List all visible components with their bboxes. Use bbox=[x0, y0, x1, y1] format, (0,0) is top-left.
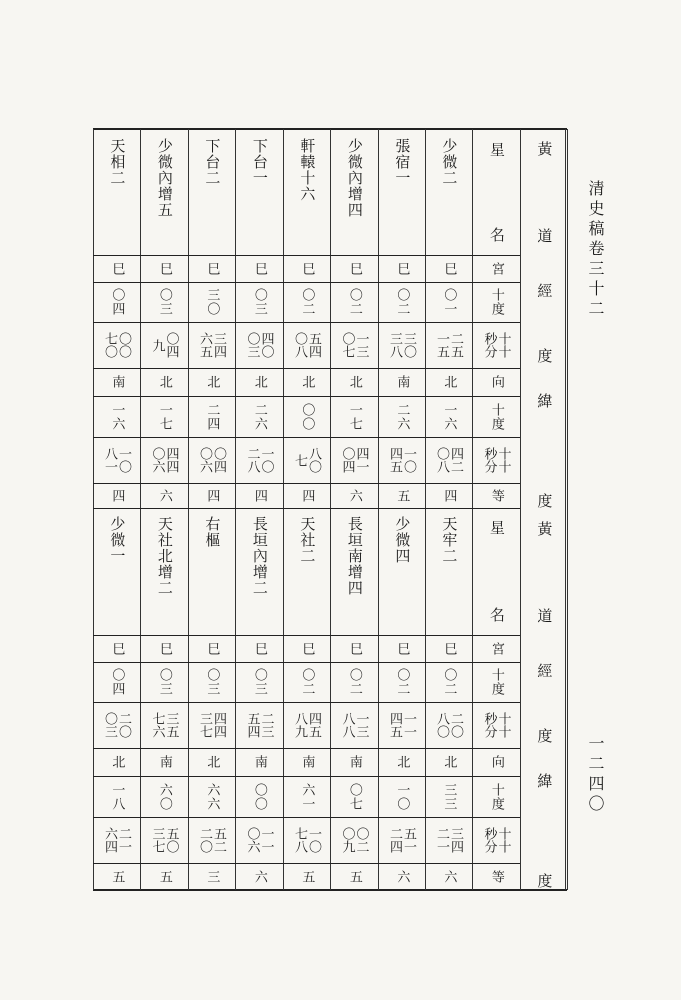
bottom-header-label: 緯 bbox=[535, 773, 554, 789]
top-mag-cell: 五 bbox=[394, 488, 410, 503]
bottom-dir-cell: 北 bbox=[204, 755, 220, 769]
bottom-name-cell: 天牢二 bbox=[440, 516, 459, 564]
bottom-latmin-cell: 〇二 〇九 bbox=[339, 827, 369, 853]
bottom-deg-cell: 〇二 bbox=[394, 668, 410, 696]
bottom-min-cell: 一一 四五 bbox=[387, 712, 416, 738]
bottom-palace-cell: 巳 bbox=[394, 641, 410, 656]
top-header-label: 度 bbox=[535, 493, 554, 509]
top-field-name: 名 bbox=[487, 227, 506, 243]
bottom-dir-cell: 南 bbox=[156, 755, 172, 769]
top-mag-cell: 六 bbox=[156, 488, 172, 503]
bottom-lat-cell: 六〇 bbox=[156, 782, 172, 811]
bottom-field-palace: 宮 bbox=[488, 641, 504, 656]
page-number: 一二四〇 bbox=[586, 735, 605, 815]
top-latmin-cell: 四二 〇八 bbox=[434, 447, 463, 473]
bottom-palace-cell: 巳 bbox=[109, 641, 125, 656]
bottom-palace-cell: 巳 bbox=[251, 641, 267, 656]
bottom-latmin-cell: 五一 二四 bbox=[387, 827, 416, 853]
bottom-palace-cell: 巳 bbox=[299, 641, 315, 656]
top-palace-cell: 巳 bbox=[394, 261, 410, 276]
bottom-latmin-cell: 一一 〇六 bbox=[244, 827, 274, 853]
top-name-cell: 少微內增四 bbox=[345, 138, 364, 218]
bottom-latmin-cell: 三四 二一 bbox=[434, 827, 463, 853]
bottom-mag-cell: 五 bbox=[109, 869, 125, 884]
top-palace-cell: 巳 bbox=[204, 261, 220, 276]
top-name-cell: 少微內增五 bbox=[155, 138, 174, 218]
top-min-cell: 三〇 三八 bbox=[387, 332, 416, 358]
bottom-name-cell: 天社北增二 bbox=[155, 516, 174, 596]
bottom-name-cell: 少微一 bbox=[108, 516, 127, 564]
bottom-dir-cell: 南 bbox=[346, 755, 362, 769]
top-name-cell: 下台二 bbox=[203, 138, 222, 186]
bottom-mag-cell: 六 bbox=[251, 869, 267, 884]
bottom-field-lat: 十度 bbox=[488, 782, 504, 811]
bottom-deg-cell: 〇二 bbox=[346, 668, 362, 696]
top-header-label: 黃 bbox=[535, 141, 554, 157]
top-mag-cell: 四 bbox=[204, 488, 220, 503]
top-palace-cell: 巳 bbox=[346, 261, 362, 276]
top-name-cell: 天相二 bbox=[108, 138, 127, 186]
bottom-latmin-cell: 二一 六四 bbox=[102, 827, 131, 853]
bottom-name-cell: 天社二 bbox=[298, 516, 317, 564]
bottom-min-cell: 二三 五四 bbox=[244, 712, 274, 738]
bottom-field-latmin: 十十 秒分 bbox=[481, 827, 511, 853]
top-lat-cell: 一六 bbox=[109, 402, 125, 431]
top-min-cell: 四〇 〇三 bbox=[244, 332, 274, 358]
top-lat-cell: 二六 bbox=[251, 402, 267, 431]
bottom-palace-cell: 巳 bbox=[204, 641, 220, 656]
top-deg-cell: 〇四 bbox=[109, 288, 125, 316]
top-deg-cell: 〇二 bbox=[346, 288, 362, 316]
bottom-deg-cell: 〇三 bbox=[251, 668, 267, 696]
top-dir-cell: 北 bbox=[204, 375, 220, 389]
bottom-dir-cell: 南 bbox=[251, 755, 267, 769]
top-deg-cell: 三〇 bbox=[204, 288, 220, 316]
top-mag-cell: 四 bbox=[299, 488, 315, 503]
top-min-cell: 三四 六五 bbox=[197, 332, 226, 358]
top-name-cell: 下台一 bbox=[250, 138, 269, 186]
top-field-star: 星 bbox=[487, 142, 506, 158]
bottom-dir-cell: 北 bbox=[441, 755, 457, 769]
top-lat-cell: 二四 bbox=[204, 402, 220, 431]
running-header: 清史稿卷三十二 bbox=[586, 180, 605, 320]
bottom-field-name: 名 bbox=[487, 607, 506, 623]
bottom-mag-cell: 六 bbox=[394, 869, 410, 884]
bottom-min-cell: 一三 八八 bbox=[339, 712, 369, 738]
top-field-palace: 宮 bbox=[488, 261, 504, 276]
top-palace-cell: 巳 bbox=[441, 261, 457, 276]
top-lat-cell: 一七 bbox=[346, 402, 362, 431]
top-dir-cell: 北 bbox=[346, 375, 362, 389]
top-palace-cell: 巳 bbox=[109, 261, 125, 276]
top-dir-cell: 北 bbox=[441, 375, 457, 389]
top-dir-cell: 北 bbox=[251, 375, 267, 389]
top-palace-cell: 巳 bbox=[156, 261, 172, 276]
bottom-lat-cell: 一八 bbox=[109, 782, 125, 811]
top-name-cell: 張宿一 bbox=[393, 138, 412, 186]
top-deg-cell: 〇一 bbox=[441, 288, 457, 316]
bottom-header-label: 黃 bbox=[535, 521, 554, 537]
top-latmin-cell: 八〇 七 bbox=[292, 447, 321, 473]
bottom-latmin-cell: 五二 二〇 bbox=[197, 827, 226, 853]
bottom-deg-cell: 〇三 bbox=[204, 668, 220, 696]
top-latmin-cell: 一〇 四五 bbox=[387, 447, 416, 473]
top-lat-cell: 一七 bbox=[156, 402, 172, 431]
top-lat-cell: 一六 bbox=[441, 402, 457, 431]
bottom-deg-cell: 〇二 bbox=[441, 668, 457, 696]
top-latmin-cell: 一〇 二八 bbox=[244, 447, 274, 473]
bottom-deg-cell: 〇三 bbox=[156, 668, 172, 696]
top-palace-cell: 巳 bbox=[251, 261, 267, 276]
bottom-palace-cell: 巳 bbox=[346, 641, 362, 656]
top-min-cell: 二五 一五 bbox=[434, 332, 463, 358]
top-lat-cell: 二六 bbox=[394, 402, 410, 431]
bottom-field-mag: 等 bbox=[488, 869, 504, 884]
bottom-palace-cell: 巳 bbox=[441, 641, 457, 656]
top-dir-cell: 北 bbox=[156, 375, 172, 389]
bottom-latmin-cell: 一〇 七八 bbox=[292, 827, 321, 853]
bottom-header-label: 度 bbox=[535, 728, 554, 744]
bottom-lat-cell: 六六 bbox=[204, 782, 220, 811]
top-deg-cell: 〇二 bbox=[299, 288, 315, 316]
bottom-name-cell: 少微四 bbox=[393, 516, 412, 564]
bottom-dir-cell: 北 bbox=[109, 755, 125, 769]
top-dir-cell: 南 bbox=[109, 375, 125, 389]
bottom-field-star: 星 bbox=[487, 520, 506, 536]
bottom-dir-cell: 北 bbox=[394, 755, 410, 769]
top-latmin-cell: 四一 〇四 bbox=[339, 447, 369, 473]
bottom-deg-cell: 〇四 bbox=[109, 668, 125, 696]
top-deg-cell: 〇三 bbox=[251, 288, 267, 316]
bottom-lat-cell: 一〇 bbox=[394, 782, 410, 811]
top-header-label: 度 bbox=[535, 348, 554, 364]
bottom-name-cell: 長垣內增二 bbox=[250, 516, 269, 596]
top-mag-cell: 四 bbox=[441, 488, 457, 503]
bottom-min-cell: 三五 七六 bbox=[149, 712, 179, 738]
bottom-palace-cell: 巳 bbox=[156, 641, 172, 656]
column-divider bbox=[567, 129, 568, 890]
bottom-name-cell: 右樞 bbox=[203, 516, 222, 548]
bottom-field-dir: 向 bbox=[488, 755, 504, 769]
bottom-min-cell: 二〇 〇三 bbox=[102, 712, 131, 738]
top-dir-cell: 北 bbox=[299, 375, 315, 389]
top-min-cell: 〇〇 七〇 bbox=[102, 332, 131, 358]
top-field-dir: 向 bbox=[488, 375, 504, 389]
top-latmin-cell: 一〇 八一 bbox=[102, 447, 131, 473]
bottom-mag-cell: 五 bbox=[299, 869, 315, 884]
bottom-min-cell: 四四 三七 bbox=[197, 712, 226, 738]
top-field-lat: 十度 bbox=[488, 402, 504, 431]
bottom-lat-cell: 〇〇 bbox=[251, 782, 267, 811]
bottom-field-min: 十十 秒分 bbox=[481, 712, 511, 738]
bottom-deg-cell: 〇二 bbox=[299, 668, 315, 696]
top-min-cell: 〇四 九 bbox=[149, 332, 179, 358]
top-latmin-cell: 〇四 〇六 bbox=[197, 447, 226, 473]
bottom-min-cell: 二〇 八〇 bbox=[434, 712, 463, 738]
bottom-header-label: 經 bbox=[535, 663, 554, 679]
top-field-deg: 十度 bbox=[488, 288, 504, 316]
bottom-lat-cell: 三三 bbox=[441, 782, 457, 811]
top-name-cell: 軒轅十六 bbox=[298, 138, 317, 202]
bottom-mag-cell: 六 bbox=[441, 869, 457, 884]
top-mag-cell: 四 bbox=[251, 488, 267, 503]
top-mag-cell: 六 bbox=[346, 488, 362, 503]
top-lat-cell: 〇〇 bbox=[299, 402, 315, 431]
bottom-mag-cell: 三 bbox=[204, 869, 220, 884]
bottom-mag-cell: 五 bbox=[156, 869, 172, 884]
bottom-lat-cell: 〇七 bbox=[346, 782, 362, 811]
bottom-mag-cell: 五 bbox=[346, 869, 362, 884]
top-header-label: 道 bbox=[535, 228, 554, 244]
top-field-latmin: 十十 秒分 bbox=[481, 447, 511, 473]
bottom-dir-cell: 南 bbox=[299, 755, 315, 769]
top-name-cell: 少微二 bbox=[440, 138, 459, 186]
top-header-label: 緯 bbox=[535, 393, 554, 409]
top-header-label: 經 bbox=[535, 283, 554, 299]
bottom-field-deg: 十度 bbox=[488, 668, 504, 696]
bottom-header-label: 道 bbox=[535, 608, 554, 624]
top-field-min: 十十 秒分 bbox=[481, 332, 511, 358]
top-field-mag: 等 bbox=[488, 488, 504, 503]
bottom-name-cell: 長垣南增四 bbox=[345, 516, 364, 596]
top-min-cell: 五四 〇八 bbox=[292, 332, 321, 358]
top-latmin-cell: 四四 〇六 bbox=[149, 447, 179, 473]
bottom-header-label: 度 bbox=[535, 873, 554, 889]
bottom-min-cell: 四五 八九 bbox=[292, 712, 321, 738]
top-dir-cell: 南 bbox=[394, 375, 410, 389]
top-deg-cell: 〇二 bbox=[394, 288, 410, 316]
top-palace-cell: 巳 bbox=[299, 261, 315, 276]
bottom-latmin-cell: 五〇 三七 bbox=[149, 827, 179, 853]
bottom-lat-cell: 六一 bbox=[299, 782, 315, 811]
top-min-cell: 一三 〇七 bbox=[339, 332, 369, 358]
top-deg-cell: 〇三 bbox=[156, 288, 172, 316]
top-mag-cell: 四 bbox=[109, 488, 125, 503]
